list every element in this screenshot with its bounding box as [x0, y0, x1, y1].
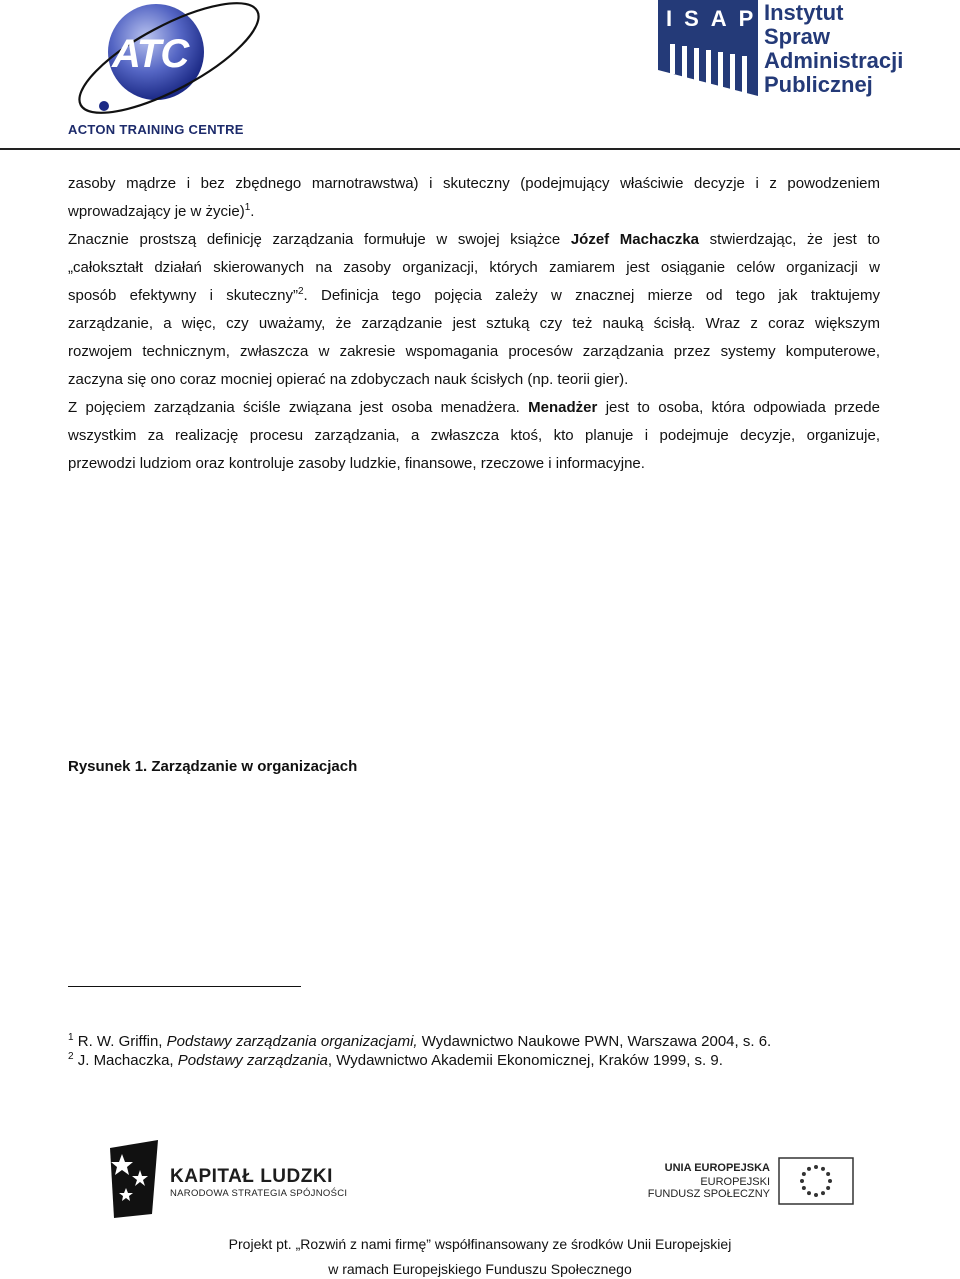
author-name: Józef Machaczka — [570, 231, 700, 248]
kapital-ludzki-subtitle: NARODOWA STRATEGIA SPÓJNOŚCI — [170, 1188, 348, 1199]
footnote-text: J. Machaczka, — [73, 1052, 178, 1069]
paragraph-line — [68, 398, 880, 418]
eu-star-icon — [828, 1179, 832, 1183]
paragraph-line: zarządzanie, a więc, czy uważamy, że zarządzanie jest sztuką czy też nauką ścisłą. Wraz z coraz większym — [68, 315, 880, 332]
paragraph-line: zasoby mądrze i bez zbędnego marnotrawstwa) i skuteczny (podejmujący właściwie decyzje i z powodzeniem — [68, 175, 880, 192]
footnote-text: Wydawnictwo Naukowe PWN, Warszawa 2004, s. 6. — [417, 1033, 772, 1050]
eu-star-icon — [807, 1191, 811, 1195]
text-run: jest to osoba, która odpowiada przede — [597, 399, 880, 416]
footnote-ref[interactable]: 1 — [244, 202, 251, 213]
term-bold: Menadżer — [528, 399, 598, 416]
eu-star-icon — [821, 1191, 825, 1195]
footnote-number: 1 — [68, 1032, 74, 1043]
footnote-title: Podstawy zarządzania — [177, 1052, 328, 1069]
footnote-title: Podstawy zarządzania organizacjami, — [166, 1033, 418, 1050]
footnote-ref[interactable]: 2 — [297, 286, 304, 297]
footnote-number: 2 — [68, 1051, 74, 1062]
paragraph-line — [68, 230, 880, 250]
eu-flag — [778, 1157, 854, 1205]
paragraph-line — [68, 202, 880, 222]
kapital-ludzki-emblem-icon — [106, 1140, 166, 1220]
text-run: . — [250, 203, 255, 220]
paragraph-line: przewodzi ludziom oraz kontroluje zasoby ludzkie, finansowe, rzeczowe i informacyjne. — [68, 455, 645, 472]
ue-label: UNIA EUROPEJSKA — [664, 1162, 770, 1174]
isap-name-line: Administracji — [764, 48, 904, 73]
kapital-ludzki-logo — [106, 1140, 166, 1220]
ue-label: EUROPEJSKI — [700, 1176, 770, 1188]
isap-name-line: Spraw — [764, 24, 831, 49]
footnote — [68, 1032, 771, 1052]
ue-label: FUNDUSZ SPOŁECZNY — [647, 1188, 770, 1200]
isap-name-line: Instytut — [764, 0, 844, 25]
text-run: . Definicja tego pojęcia zależy w znacznej mierze od tego jak traktujemy — [303, 287, 881, 304]
eu-star-icon — [800, 1179, 804, 1183]
text-run: stwierdzając, że jest to — [699, 231, 880, 248]
eu-star-icon — [826, 1172, 830, 1176]
figure-caption: Rysunek 1. Zarządzanie w organizacjach — [68, 758, 358, 775]
eu-star-icon — [807, 1167, 811, 1171]
footnote-text: R. W. Griffin, — [73, 1033, 167, 1050]
paragraph-line: zaczyna się ono coraz mocniej opierać na zdobyczach nauk ścisłych (np. teorii gier). — [68, 371, 629, 388]
footnote-divider — [68, 986, 301, 987]
eu-star-icon — [802, 1172, 806, 1176]
paragraph-line: wszystkim za realizację procesu zarządzania, a zwłaszcza ktoś, kto planuje i podejmuje decyzje, organizuje, — [68, 427, 880, 444]
paragraph-line: „całokształt działań skierowanych na zasoby organizacji, których zamiarem jest osiąganie celów organizacji w — [68, 259, 880, 276]
eu-star-icon — [821, 1167, 825, 1171]
text-run: wprowadzający je w życie) — [68, 203, 245, 220]
text-run: Znacznie prostszą definicję zarządzania formułuje w swojej książce — [68, 231, 571, 248]
text-run: sposób efektywny i skuteczny” — [68, 287, 298, 304]
project-info-line: Projekt pt. „Rozwiń z nami firmę” współfinansowany ze środków Unii Europejskiej — [228, 1236, 732, 1252]
eu-star-icon — [814, 1165, 818, 1169]
text-run: Z pojęciem zarządzania ściśle związana jest osoba menadżera. — [68, 399, 529, 416]
header-divider — [0, 148, 960, 150]
atc-name: ACTON TRAINING CENTRE — [68, 122, 244, 137]
eu-star-icon — [826, 1186, 830, 1190]
isap-name-line: Publicznej — [764, 72, 873, 97]
kapital-ludzki-title: KAPITAŁ LUDZKI — [170, 1166, 333, 1187]
footnote — [68, 1051, 723, 1071]
project-info-line: w ramach Europejskiego Funduszu Społecznego — [328, 1261, 632, 1277]
paragraph-line: rozwojem technicznym, zwłaszcza w zakresie wspomagania procesów zarządzania przez systemy komputerowe, — [68, 343, 880, 360]
footnote-text: , Wydawnictwo Akademii Ekonomicznej, Kraków 1999, s. 9. — [327, 1052, 723, 1069]
eu-star-icon — [814, 1193, 818, 1197]
atc-logo-text: ATC — [112, 32, 189, 76]
paragraph-line — [68, 286, 880, 306]
eu-flag-icon — [778, 1157, 854, 1205]
isap-letters: ISAP — [666, 6, 766, 31]
eu-star-icon — [802, 1186, 806, 1190]
